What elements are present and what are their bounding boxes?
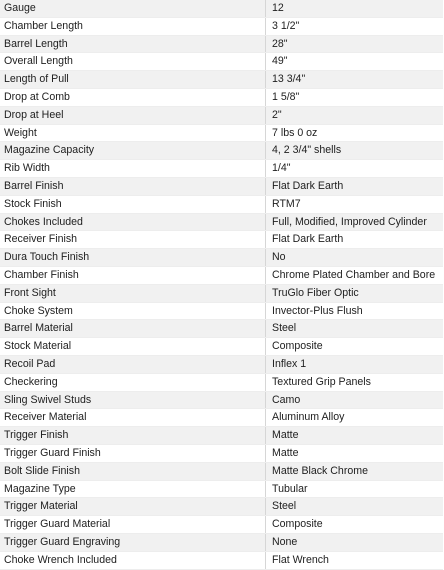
spec-label: Barrel Material — [0, 320, 266, 338]
spec-label: Trigger Guard Finish — [0, 444, 266, 462]
spec-value: Composite — [266, 338, 444, 356]
spec-value: 28" — [266, 35, 444, 53]
spec-label: Dura Touch Finish — [0, 249, 266, 267]
table-row — [0, 195, 443, 213]
table-row — [0, 53, 443, 71]
spec-label: Chamber Finish — [0, 266, 266, 284]
spec-label: Chamber Length — [0, 17, 266, 35]
table-row — [0, 106, 443, 124]
spec-value: No — [266, 249, 444, 267]
table-row — [0, 480, 443, 498]
table-row — [0, 338, 443, 356]
spec-value: Flat Dark Earth — [266, 231, 444, 249]
table-row — [0, 88, 443, 106]
spec-value: 1 5/8" — [266, 88, 444, 106]
spec-label: Trigger Guard Engraving — [0, 533, 266, 551]
spec-value: Chrome Plated Chamber and Bore — [266, 266, 444, 284]
spec-value: Inflex 1 — [266, 355, 444, 373]
table-row — [0, 409, 443, 427]
table-row — [0, 320, 443, 338]
table-row — [0, 231, 443, 249]
spec-value: 4, 2 3/4" shells — [266, 142, 444, 160]
spec-label: Barrel Length — [0, 35, 266, 53]
spec-value: Matte — [266, 444, 444, 462]
table-row — [0, 71, 443, 89]
table-row — [0, 17, 443, 35]
spec-value: TruGlo Fiber Optic — [266, 284, 444, 302]
spec-value: Tubular — [266, 480, 444, 498]
table-row — [0, 551, 443, 569]
table-row — [0, 427, 443, 445]
table-row — [0, 373, 443, 391]
spec-value: RTM7 — [266, 195, 444, 213]
spec-value: None — [266, 533, 444, 551]
table-row — [0, 0, 443, 17]
spec-value: 2" — [266, 106, 444, 124]
spec-label: Stock Material — [0, 338, 266, 356]
spec-value: Textured Grip Panels — [266, 373, 444, 391]
table-row — [0, 142, 443, 160]
spec-label: Gauge — [0, 0, 266, 17]
spec-label: Magazine Type — [0, 480, 266, 498]
spec-label: Weight — [0, 124, 266, 142]
table-row — [0, 444, 443, 462]
spec-value: Aluminum Alloy — [266, 409, 444, 427]
spec-label: Trigger Guard Material — [0, 516, 266, 534]
spec-value: Invector-Plus Flush — [266, 302, 444, 320]
spec-label: Checkering — [0, 373, 266, 391]
spec-label: Receiver Material — [0, 409, 266, 427]
spec-value: Camo — [266, 391, 444, 409]
spec-label: Rib Width — [0, 160, 266, 178]
table-row — [0, 249, 443, 267]
table-row — [0, 266, 443, 284]
spec-label: Drop at Heel — [0, 106, 266, 124]
table-row — [0, 35, 443, 53]
spec-label: Barrel Finish — [0, 177, 266, 195]
spec-value: 3 1/2" — [266, 17, 444, 35]
spec-label: Sling Swivel Studs — [0, 391, 266, 409]
spec-label: Trigger Material — [0, 498, 266, 516]
spec-label: Length of Pull — [0, 71, 266, 89]
table-row — [0, 533, 443, 551]
spec-label: Stock Finish — [0, 195, 266, 213]
table-row — [0, 284, 443, 302]
table-row — [0, 516, 443, 534]
spec-value: Flat Dark Earth — [266, 177, 444, 195]
spec-label: Chokes Included — [0, 213, 266, 231]
table-row — [0, 391, 443, 409]
spec-label: Overall Length — [0, 53, 266, 71]
table-row — [0, 124, 443, 142]
table-row — [0, 213, 443, 231]
spec-label: Choke System — [0, 302, 266, 320]
spec-value: 1/4" — [266, 160, 444, 178]
spec-value: 49" — [266, 53, 444, 71]
spec-label: Choke Wrench Included — [0, 551, 266, 569]
spec-value: Composite — [266, 516, 444, 534]
table-row — [0, 177, 443, 195]
spec-value: Steel — [266, 498, 444, 516]
spec-value: 12 — [266, 0, 444, 17]
table-row — [0, 302, 443, 320]
spec-label: Recoil Pad — [0, 355, 266, 373]
table-row — [0, 160, 443, 178]
spec-label: Front Sight — [0, 284, 266, 302]
spec-value: Matte — [266, 427, 444, 445]
spec-value: 7 lbs 0 oz — [266, 124, 444, 142]
spec-label: Bolt Slide Finish — [0, 462, 266, 480]
spec-value: Full, Modified, Improved Cylinder — [266, 213, 444, 231]
spec-label: Magazine Capacity — [0, 142, 266, 160]
table-row — [0, 355, 443, 373]
spec-label: Receiver Finish — [0, 231, 266, 249]
spec-label: Drop at Comb — [0, 88, 266, 106]
spec-label: Trigger Finish — [0, 427, 266, 445]
spec-value: Matte Black Chrome — [266, 462, 444, 480]
spec-value: 13 3/4" — [266, 71, 444, 89]
table-row — [0, 498, 443, 516]
spec-value: Steel — [266, 320, 444, 338]
spec-value: Flat Wrench — [266, 551, 444, 569]
table-row — [0, 462, 443, 480]
